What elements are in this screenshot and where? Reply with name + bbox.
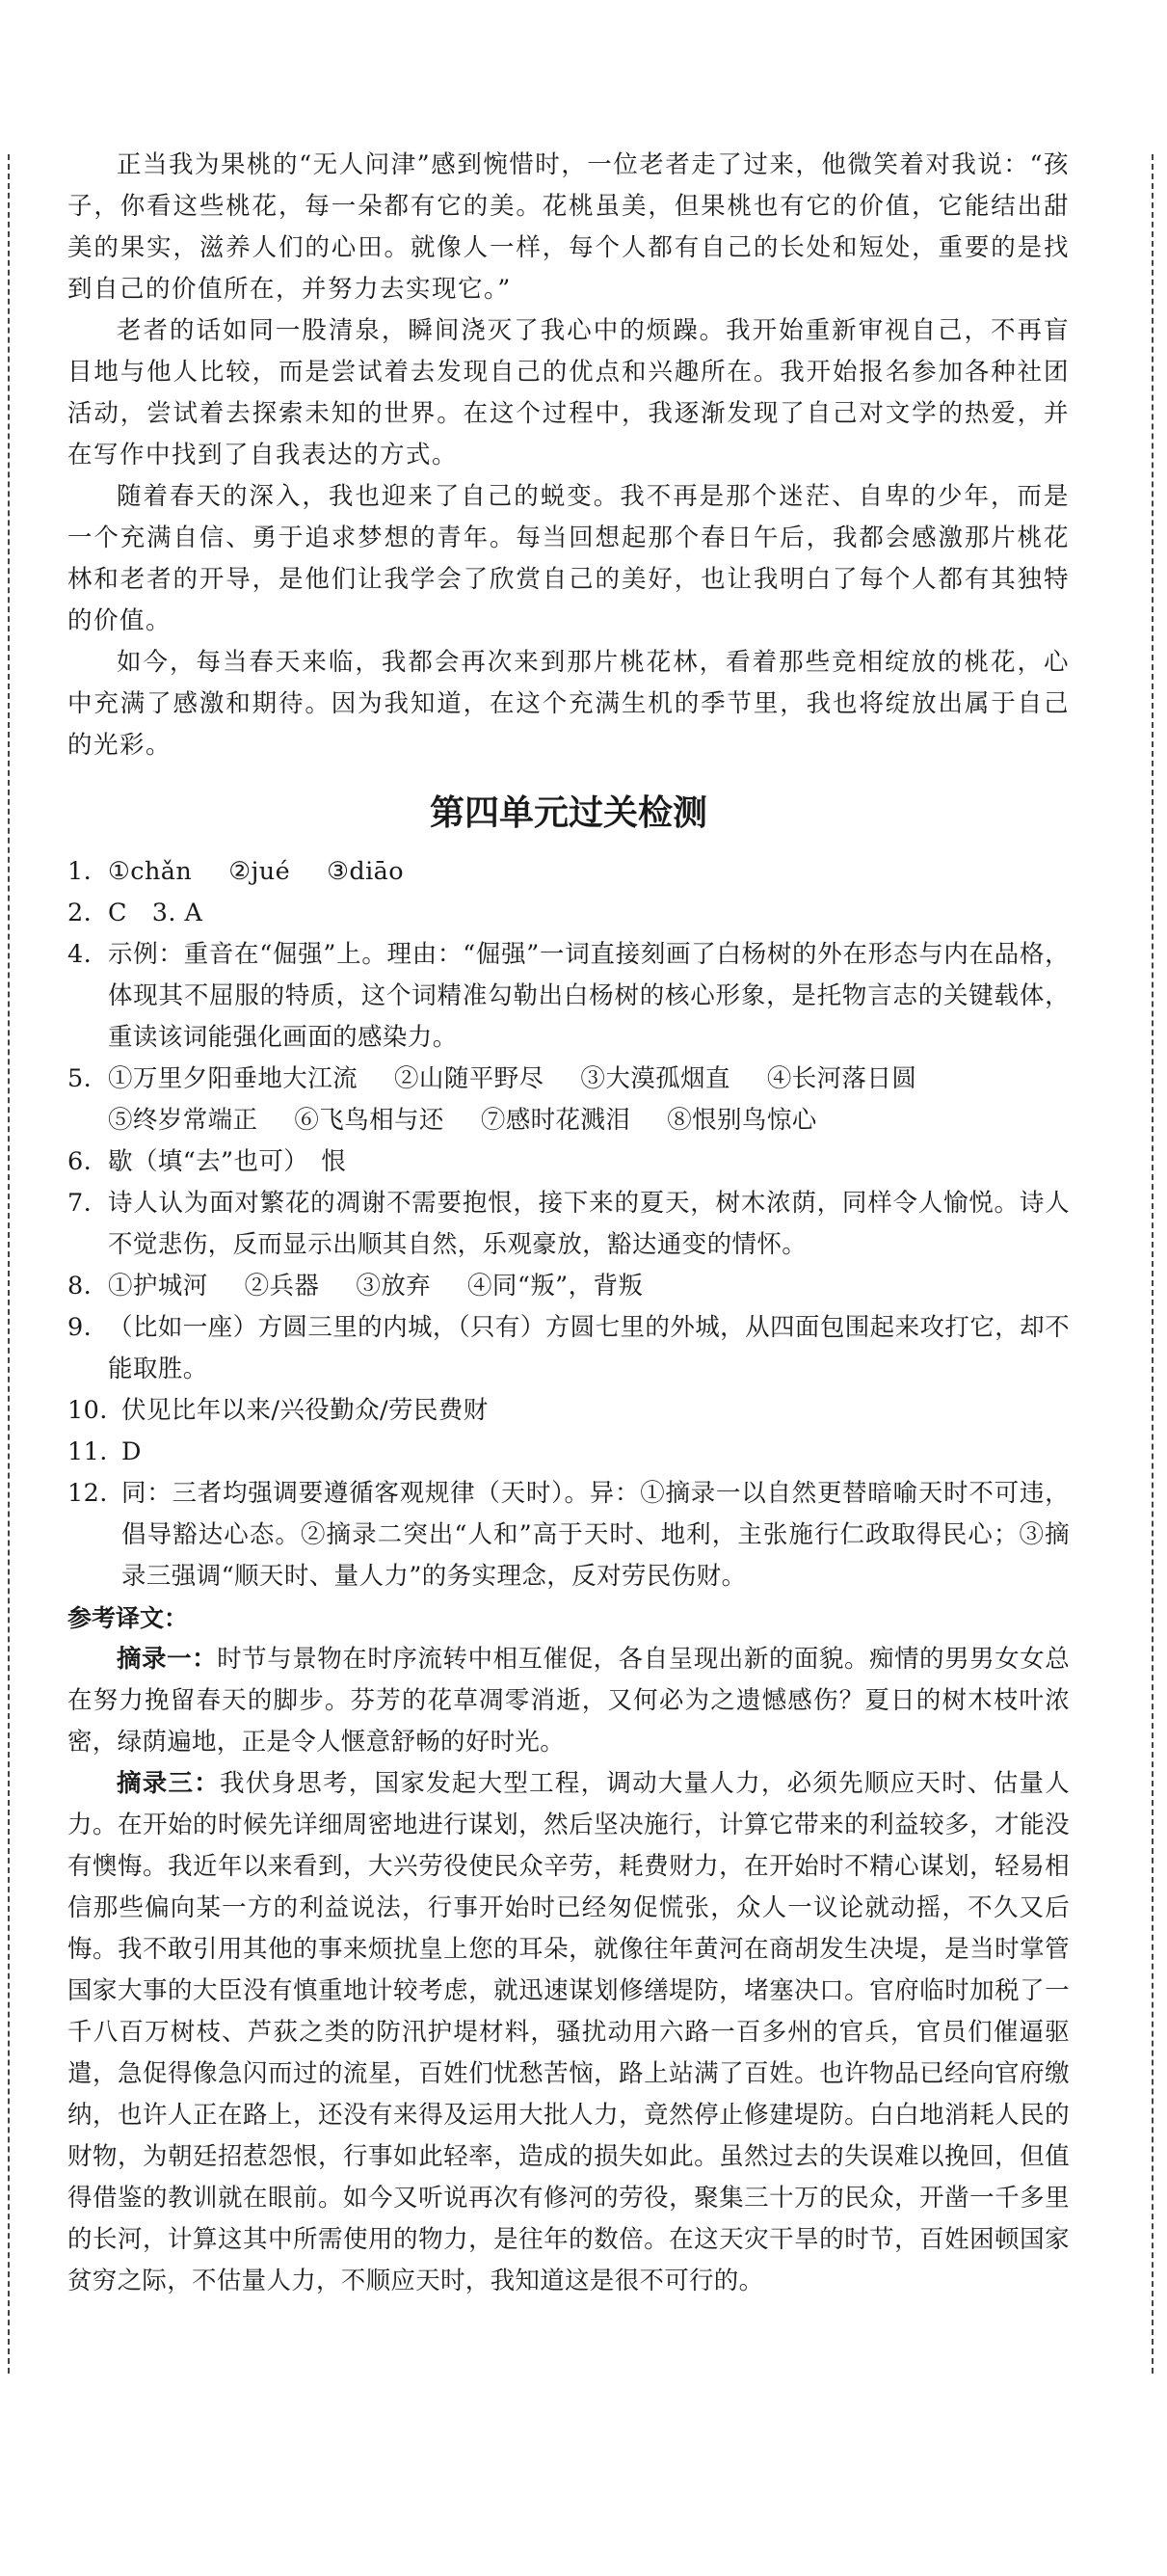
answer-part: ③大漠孤烟直 [580, 1064, 730, 1093]
answer-part: ⑤终岁常端正 [108, 1106, 258, 1135]
answer-part: ④长河落日圆 [766, 1064, 917, 1093]
right-cut-line [1152, 154, 1154, 2374]
left-cut-line [8, 154, 10, 2374]
answer-body [108, 1266, 1070, 1307]
story-paragraph-2: 老者的话如同一股清泉，瞬间浇灭了我心中的烦躁。我开始重新审视自己，不再盲目地与他人比较，而是尝试着去发现自己的优点和兴趣所在。我开始报名参加各种社团活动，尝试着去探索未知的世界。在这个过程中，我逐渐发现了自己对文学的热爱，并在写作中找到了自我表达的方式。 [67, 316, 1070, 470]
answer-body [108, 851, 1070, 893]
answer-part: ③放弃 [356, 1272, 432, 1301]
story-paragraph-3: 随着春天的深入，我也迎来了自己的蜕变。我不再是那个迷茫、自卑的少年，而是一个充满自信、勇于追求梦想的青年。每当回想起那个春日午后，我都会感激那片桃花林和老者的开导，是他们让我学会了欣赏自己的美好，也让我明白了每个人都有其独特的价值。 [67, 482, 1070, 635]
answer-11 [67, 1432, 1070, 1473]
answer-number: 6. [67, 1147, 93, 1176]
answer-part: ①万里夕阳垂地大江流 [108, 1064, 358, 1093]
answer-12 [67, 1473, 1070, 1597]
excerpt-1-label: 摘录一： [117, 1645, 218, 1674]
answer-part: ④同“叛”，背叛 [467, 1272, 644, 1301]
answer-body: D [121, 1437, 142, 1466]
answer-part: ②jué [228, 857, 291, 886]
story-paragraph-4: 如今，每当春天来临，我都会再次来到那片桃花林，看着那些竞相绽放的桃花，心中充满了感激和期待。因为我知道，在这个充满生机的季节里，我也将绽放出属于自己的光彩。 [67, 648, 1070, 760]
answer-number: 11. [67, 1437, 108, 1466]
story-paragraph-1: 正当我为果桃的“无人问津”感到惋惜时，一位老者走了过来，他微笑着对我说：“孩子，你看这些桃花，每一朵都有它的美。花桃虽美，但果桃也有它的价值，它能结出甜美的果实，滋养人们的心田。就像人一样，每个人都有自己的长处和短处，重要的是找到自己的价值所在，并努力去实现它。” [67, 150, 1070, 304]
answer-part: ③diāo [327, 857, 404, 886]
answer-body: 歇（填“去”也可） 恨 [108, 1147, 347, 1176]
answer-number: 4. [67, 940, 93, 969]
answer-body: （比如一座）方圆三里的内城，（只有）方圆七里的外城，从四面包围起来攻打它，却不能取胜。 [108, 1313, 1070, 1383]
answer-part: ⑦感时花溅泪 [480, 1106, 631, 1135]
answer-number: 12. [67, 1479, 108, 1508]
answer-7 [67, 1183, 1070, 1266]
excerpt-3-label: 摘录三： [117, 1769, 221, 1798]
answer-8 [67, 1266, 1070, 1307]
answer-body: 示例：重音在“倔强”上。理由：“倔强”一词直接刻画了白杨树的外在形态与内在品格，体现其不屈服的特质，这个词精准勾勒出白杨树的核心形象，是托物言志的关键载体，重读该词能强化画面的感染力。 [108, 940, 1070, 1052]
answer-part: ②兵器 [244, 1272, 320, 1301]
answer-part: ⑥飞鸟相与还 [294, 1106, 444, 1135]
excerpt-1-text: 时节与景物在时序流转中相互催促，各自呈现出新的面貌。痴情的男男女女总在努力挽留春天的脚步。芬芳的花草凋零消逝，又何必为之遗憾感伤？夏日的树木枝叶浓密，绿荫遍地，正是令人惬意舒畅的好时光。 [67, 1645, 1071, 1757]
section-title: 第四单元过关检测 [429, 793, 707, 833]
answer-number: 7. [67, 1189, 93, 1218]
answer-number: 10. [67, 1396, 108, 1425]
answer-9 [67, 1307, 1070, 1390]
answer-number: 1. [67, 857, 93, 886]
answer-body: C 3. A [108, 899, 203, 927]
excerpt-3-translation [67, 1763, 1070, 2302]
answer-10 [67, 1390, 1070, 1432]
reference-translation-label: 参考译文： [67, 1604, 189, 1632]
answer-1 [67, 851, 1070, 893]
excerpt-1-translation [67, 1639, 1070, 1763]
answer-body [108, 1059, 1070, 1141]
answer-body: 伏见比年以来/兴役勤众/劳民费财 [121, 1396, 489, 1425]
excerpt-3-text: 我伏身思考，国家发起大型工程，调动大量人力，必须先顺应天时、估量人力。在开始的时候先详细周密地进行谋划，然后坚决施行，计算它带来的利益较多，才能没有懊悔。我近年以来看到，大兴劳役使民众辛劳，耗费财力，在开始时不精心谋划，轻易相信那些偏向某一方的利益说法，行事开始时已经匆促慌张，众人一议论就动摇，不久又后悔。我不敢引用其他的事来烦扰皇上您的耳朵，就像往年黄河在商胡发生决堤，是当时掌管国家大事的大臣没有慎重地计较考虑，就迅速谋划修缮堤防，堵塞决口。官府临时加税了一千八百万树枝、芦荻之类的防汛护堤材料，骚扰动用六路一百多州的官兵，官员们催逼驱遣，急促得像急闪而过的流星，百姓们忧愁苦恼，路上站满了百姓。也许物品已经向官府缴纳，也许人正在路上，还没有来得及运用大批人力，竟然停止修建堤防。白白地消耗人民的财物，为朝廷招惹怨恨，行事如此轻率，造成的损失如此。虽然过去的失误难以挽回，但值得借鉴的教训就在眼前。如今又听说再次有修河的劳役，聚集三十万的民众，开凿一千多里的长河，计算这其中所需使用的物力，是往年的数倍。在这天灾干旱的时节，百姓困顿国家贫穷之际，不估量人力，不顺应天时，我知道这是很不可行的。 [67, 1769, 1071, 2295]
answer-part: ②山随平野尽 [394, 1064, 544, 1093]
answer-part: ①chǎn [108, 857, 193, 886]
answer-number: 8. [67, 1272, 93, 1301]
answer-5 [67, 1059, 1070, 1141]
answer-6 [67, 1141, 1070, 1183]
answer-number: 2. [67, 899, 93, 927]
document-page [67, 145, 1070, 2302]
answer-number: 9. [67, 1313, 93, 1342]
answer-2-3 [67, 893, 1070, 934]
answer-body: 诗人认为面对繁花的凋谢不需要抱恨，接下来的夏天，树木浓荫，同样令人愉悦。诗人不觉悲伤，反而显示出顺其自然，乐观豪放，豁达通变的情怀。 [108, 1189, 1070, 1259]
answer-body: 同：三者均强调要遵循客观规律（天时）。异：①摘录一以自然更替暗喻天时不可违，倡导豁达心态。②摘录二突出“人和”高于天时、地利，主张施行仁政取得民心；③摘录三强调“顺天时、量人力”的务实理念，反对劳民伤财。 [121, 1479, 1070, 1591]
answer-number: 5. [67, 1064, 93, 1093]
answer-part: ①护城河 [108, 1272, 208, 1301]
answer-4 [67, 934, 1070, 1059]
answer-part: ⑧恨别鸟惊心 [667, 1106, 817, 1135]
